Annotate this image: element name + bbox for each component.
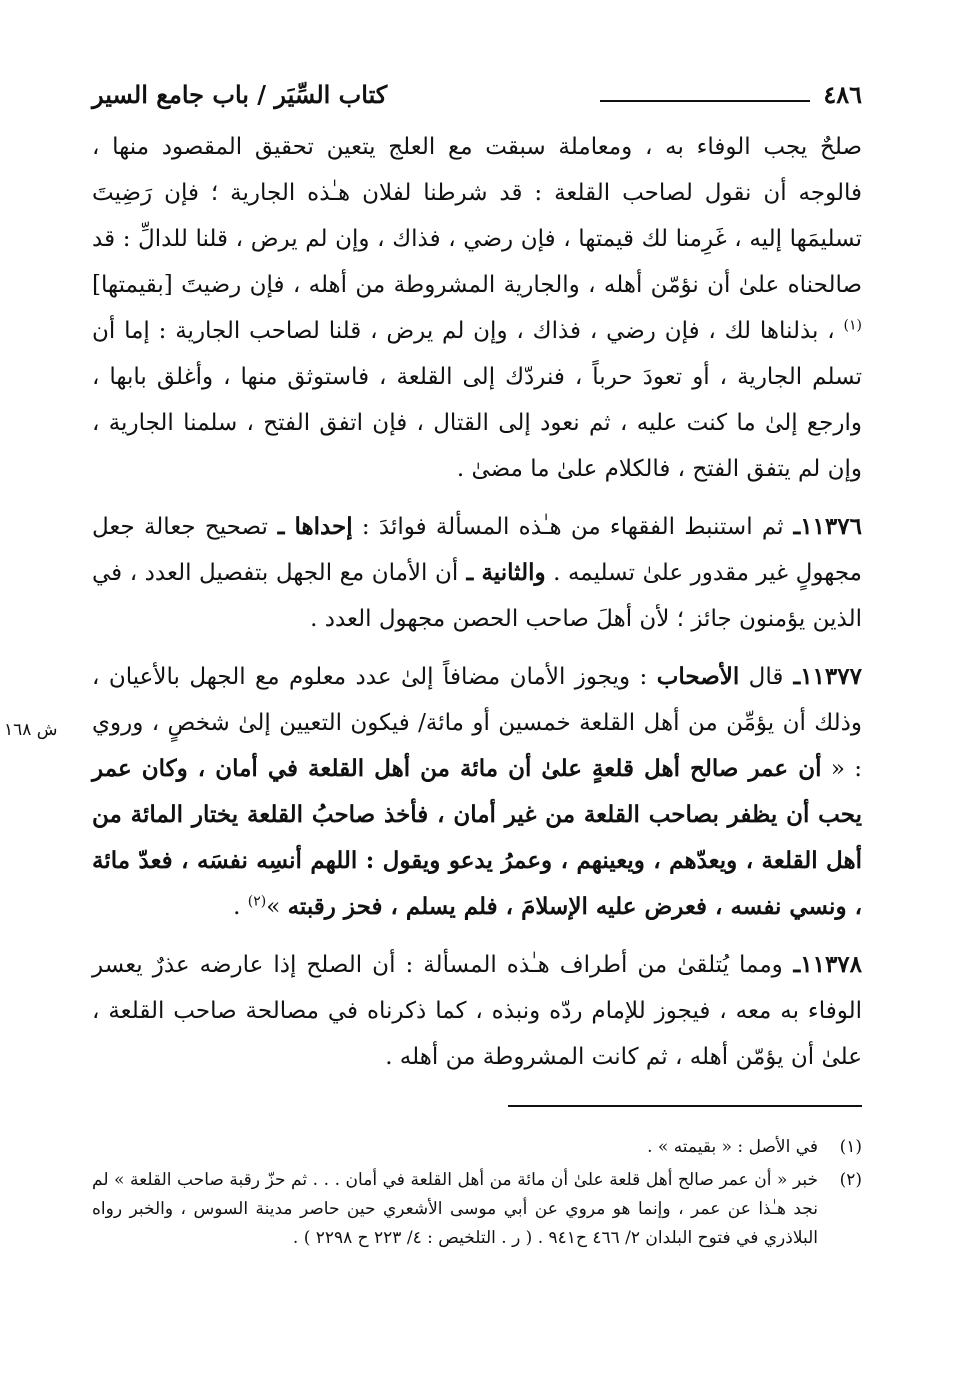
text-segment: والثانية ـ: [458, 559, 546, 586]
footnote: [92, 1166, 862, 1253]
text-segment: ١١٣٧٦ـ: [783, 513, 862, 540]
header-rule: [600, 100, 810, 102]
text-segment: ثم استنبط الفقهاء من هـٰذه المسألة فوائدَ :: [352, 514, 784, 540]
text-segment: ، بذلناها لك ، فإن رضي ، فذاك ، وإن لم يرض ، قلنا لصاحب الجارية : إما أن تسلم الجارية ، أو تعودَ حرباً ، فنردّك إلى القلعة ، فاستوثق منها ، وأغلق بابها ، وارجع إلىٰ ما كنت عليه ، ثم نعود إلى القتال ، فإن اتفق الفتح ، سلمنا الجارية ، وإن لم يتفق الفتح ، فالكلام علىٰ ما مضىٰ .: [92, 318, 862, 482]
text-segment: أن الأمان مع الجهل بتفصيل العدد ، في الذين يؤمنون جائز ؛ لأن أهلَ صاحب الحصن مجهول العدد .: [92, 560, 862, 632]
text-segment: قال: [739, 664, 784, 690]
text-segment: تصحيح جعالة جعل مجهولٍ غير مقدور علىٰ تسليمه .: [92, 514, 862, 586]
text-segment: صلحٌ يجب الوفاء به ، ومعاملة سبقت مع العلج يتعين تحقيق المقصود منها ، فالوجه أن نقول لصاحب القلعة : قد شرطنا لفلان هـٰذه الجارية ؛ فإن رَضِيتَ تسليمَها إليه ، غَرِمنا لك قيمتها ، فإن رضي ، فذاك ، وإن لم يرض ، قلنا للدالِّ : قد صالحناه علىٰ أن نؤمّن أهله ، والجارية المشروطة من أهله ، فإن رضيتَ [بقيمتها]: [92, 134, 862, 298]
text-segment: ومما يُتلقىٰ من أطراف هـٰذه المسألة : أن الصلح إذا عارضه عذرٌ يعسر الوفاء به معه ، فيجوز للإمام ردّه ونبذه ، كما ذكرناه في مصالحة صاحب القلعة ، علىٰ أن يؤمّن أهله ، ثم كانت المشروطة من أهله .: [92, 952, 862, 1070]
footnote: [92, 1133, 862, 1162]
running-title: كتاب السِّيَر / باب جامع السير: [92, 80, 388, 109]
footnotes: [92, 1133, 862, 1257]
paragraph: [92, 504, 862, 642]
footnote-ref: (١): [843, 317, 862, 334]
text-segment: ١١٣٧٧ـ: [783, 663, 862, 690]
paragraph: [92, 942, 862, 1080]
footnote-number: (٢): [839, 1170, 862, 1190]
main-text: [92, 124, 862, 1080]
page-number: ٤٨٦: [823, 80, 862, 109]
text-segment: الأصحاب: [656, 663, 740, 690]
text-segment: أن عمر صالح أهل قلعةٍ علىٰ أن مائة من أهل القلعة في أمان ، وكان عمر يحب أن يظفر بصاحب القلعة من غير أمان ، فأخذ صاحبُ القلعة يختار المائة من أهل القلعة ، ويعدّهم ، ويعينهم ، وعمرُ يدعو ويقول : اللهم أنسِه نفسَه ، فعدّ مائة ، ونسي نفسه ، فعرض عليه الإسلامَ ، فلم يسلم ، فحز رقبته: [92, 755, 862, 920]
paragraph: [92, 124, 862, 492]
text-segment: ١١٣٧٨ـ: [782, 951, 863, 978]
footnote-ref: (٢): [247, 893, 267, 910]
footnote-divider: [508, 1105, 862, 1107]
text-segment: : ويجوز الأمان مضافاً إلىٰ عدد معلوم مع الجهل بالأعيان ، وذلك أن يؤمِّن من أهل القلعة خمسين أو مائة/ فيكون التعيين إلىٰ شخصٍ ، وروي : «: [92, 664, 862, 782]
footnote-number: (١): [839, 1137, 862, 1157]
text-segment: »: [266, 894, 288, 920]
manuscript-folio-note: ش ١٦٨: [4, 720, 58, 740]
footnote-text: في الأصل : « بقيمته » .: [647, 1137, 818, 1157]
text-segment: .: [233, 894, 248, 920]
paragraph: [92, 654, 862, 930]
page-header: [92, 80, 862, 120]
text-segment: إحداها ـ: [267, 513, 353, 540]
footnote-text: خبر « أن عمر صالح أهل قلعة علىٰ أن مائة من أهل القلعة في أمان . . . ثم حزّ رقبة صاحب القلعة » لم نجد هـٰذا عن عمر ، وإنما هو مروي عن أبي موسى الأشعري حين حاصر مدينة السوس ، والخبر رواه البلاذري في فتوح البلدان ٢/ ٤٦٦ ح٩٤١ . ( ر . التلخيص : ٤/ ٢٢٣ ح ٢٢٩٨ ) .: [92, 1170, 818, 1248]
